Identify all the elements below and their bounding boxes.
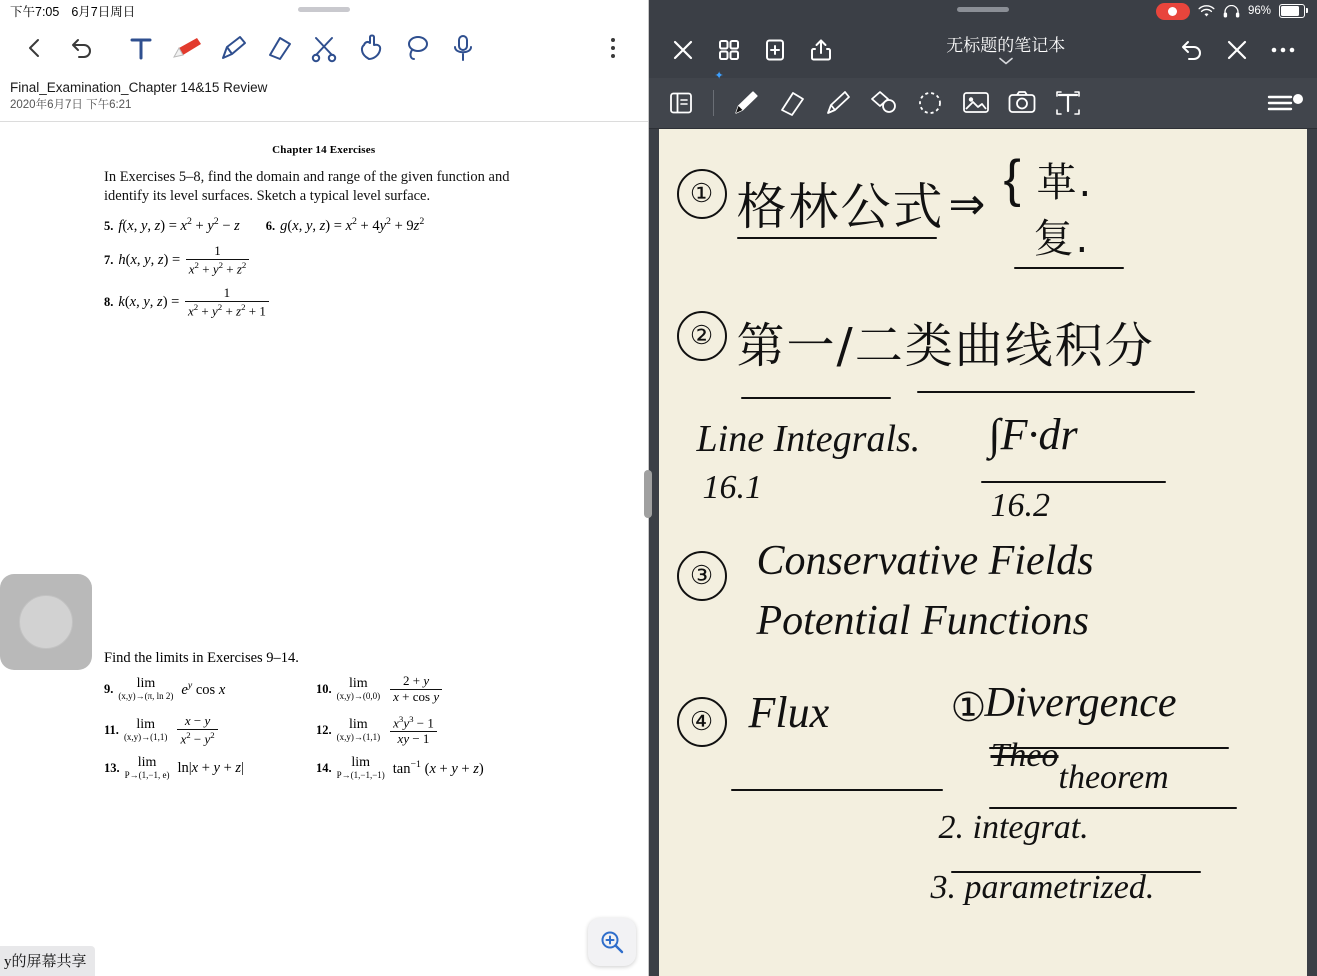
pdf-problem-list [104,216,564,319]
microphone-icon[interactable] [440,26,486,70]
note-underline-2b [917,391,1195,393]
more-options-icon[interactable] [590,26,636,70]
lasso-tool-icon[interactable] [394,26,440,70]
highlighter-tool[interactable] [816,81,860,125]
note-item-3-line1: Conservative Fields [756,538,1094,584]
left-pdf-app [0,0,649,976]
limit-body: $\tan^{-1} (x + y + z)$ [392,758,484,777]
pdf-limit-row [104,756,534,780]
note-struck-word: Theo [990,737,1059,774]
note-brace-icon: { [1003,150,1021,208]
pdf-problem [266,216,424,235]
right-status-bar [649,0,1317,22]
chevron-down-icon [999,57,1013,65]
note-item-2-number: ② [677,311,727,361]
pdf-problem [104,244,251,277]
marker-pen-icon[interactable] [164,26,210,70]
notes-top-bar [649,22,1317,78]
limit-number: 12. [316,722,332,737]
limit-operator: lim (x,y)→(1,1) [123,717,168,743]
shape-tool[interactable] [862,81,906,125]
recording-indicator [1156,3,1190,20]
pdf-instruction: In Exercises 5–8, find the domain and range of the given function and identify its level surfaces. Sketch a typical level surface. [104,169,510,204]
undo-arrow-icon[interactable] [58,26,104,70]
undo-icon[interactable] [1169,28,1213,72]
pdf-problem [104,216,240,235]
document-header [0,74,648,122]
close-icon[interactable] [661,28,705,72]
pen-tool[interactable] [714,70,768,125]
note-line-integrals-section: 16.1 [702,469,763,506]
limit-operator: lim P→(1,−1, e) [124,755,170,780]
problem-body: g(x, y, $z) = x^2 + 4y^2 + 9z^2$ [280,216,425,234]
pdf-limits-heading: Find the limits in Exercises 9–14. [104,650,299,666]
bluetooth-icon: ✦ [714,70,724,82]
notebook-title: 无标题的笔记本 [946,35,1066,55]
wifi-icon [1198,5,1215,18]
lasso-select-tool[interactable] [908,81,952,125]
status-time: 下午7:05 [10,5,60,19]
stroke-options-menu[interactable] [1263,81,1307,125]
clear-close-icon[interactable] [1215,28,1259,72]
note-item-4-line2: 2. integrat. [938,809,1089,846]
pdf-limit [104,674,316,705]
notebook-title-wrap[interactable] [845,36,1167,65]
left-status-bar [0,0,648,22]
right-notes-app [649,0,1317,976]
document-timestamp: 2020年6月7日 下午6:21 [10,99,132,111]
pdf-limit [316,674,528,705]
pdf-problem-row [104,286,564,319]
note-item-1-brace-top: 革. [1036,160,1094,206]
toolbar-divider [713,90,714,116]
note-item-4-text: Flux [748,688,830,737]
limit-operator: lim (x,y)→(π, ln 2) [118,676,174,702]
battery-percentage: 96% [1247,5,1271,17]
limit-body: $\frac{2 + y}{\text{x + cos y}}$ [388,674,444,705]
pdf-problem-row [104,244,564,277]
problem-body: f(x, y, $z) = x^2 + y^2 - z$ [118,216,240,234]
share-icon[interactable] [799,28,843,72]
note-item-1-text: 格林公式 [736,178,945,236]
limit-body: $\frac{x - y}{x^2 - y^2}$ [175,714,219,747]
note-item-1-brace-bottom: 复. [1033,216,1091,262]
note-item-1-number: ① [677,169,727,219]
pdf-limit [104,714,316,747]
note-item-4-line3: 3. parametrized. [930,869,1155,906]
floating-window-inner [19,595,73,649]
pdf-page [0,122,648,976]
window-grabber-right[interactable] [957,7,1009,12]
document-title: Final_Examination_Chapter 14&15 Review [10,80,268,95]
note-divergence-label: Divergence [984,680,1177,726]
back-chevron-icon[interactable] [12,26,58,70]
scissors-icon[interactable] [302,26,348,70]
limit-body: $\frac{x^3y^3 - 1}{xy - 1}$ [388,714,439,747]
highlighter-icon[interactable] [210,26,256,70]
note-item-3-number: ③ [677,551,727,601]
text-box-tool[interactable] [1046,81,1090,125]
note-underline-2a [741,397,891,399]
eraser-icon[interactable] [256,26,302,70]
split-view-divider[interactable] [644,470,652,518]
page-panel-icon[interactable] [659,81,703,125]
pdf-toolbar [0,22,648,74]
problem-number: 6. [265,218,276,233]
zoom-in-button[interactable] [588,918,636,966]
pdf-problem [104,286,271,319]
window-grabber[interactable] [298,7,350,12]
pdf-limit [316,714,528,747]
problem-number: 8. [104,294,114,309]
limit-body: ln|x + y + z| [177,759,244,776]
pdf-limit-row [104,674,534,705]
screen-share-banner: y的屏幕共享 [0,946,95,976]
pdf-chapter-heading: Chapter 14 Exercises [272,144,376,156]
text-tool-icon[interactable] [118,26,164,70]
pdf-viewport[interactable] [0,122,648,976]
limit-number: 11. [104,722,119,737]
limit-number: 14. [316,760,332,775]
pdf-problem-row [104,216,564,235]
note-underline-1 [737,237,937,239]
notes-tool-bar [649,70,1317,129]
note-fdr-section: 16.2 [990,487,1051,524]
limit-operator: lim (x,y)→(1,1) [336,717,381,743]
pdf-limits-list [104,674,534,789]
floating-window-thumbnail[interactable] [0,574,92,670]
camera-tool[interactable] [1000,81,1044,125]
insert-image-tool[interactable] [954,81,998,125]
note-fdr-integral: ∫F·dr [988,410,1078,459]
problem-number: 7. [104,252,114,267]
pdf-limit [104,756,316,780]
problem-body: h(x, y, z) = $\frac{1}{x^2 + y^2 + z^2}$ [118,244,251,277]
pdf-limit-row [104,714,534,747]
limit-operator: lim P→(1,−1,−1) [336,755,385,780]
note-theorem-word: theorem [1058,759,1169,796]
note-underline-1b [1014,267,1124,269]
limit-number: 13. [104,760,120,775]
pdf-limit [316,756,528,780]
more-icon[interactable] [1261,28,1305,72]
limit-body: $e^y$ cos x [181,680,226,698]
battery-icon [1279,4,1305,18]
note-line-integrals-label: Line Integrals. [696,418,921,460]
note-item-3-line2: Potential Functions [756,598,1089,644]
limit-operator: lim (x,y)→(0,0) [336,676,381,702]
limit-number: 10. [316,681,332,696]
note-underline-2c [981,481,1166,483]
note-canvas[interactable] [659,129,1307,976]
note-item-4-number: ④ [677,697,727,747]
eraser-tool[interactable] [770,81,814,125]
note-item-4-sub-number: ① [950,686,987,730]
note-underline-4a [731,789,943,791]
headphones-icon [1223,5,1240,18]
page-grid-icon[interactable] [707,28,751,72]
note-item-1-arrow: ⇒ [948,180,986,229]
problem-body: k(x, y, z) = $\frac{1}{x^2 + y^2 + z^2 + 1}$ [118,286,271,319]
hand-tool-icon[interactable] [348,26,394,70]
status-date: 6月7日周日 [71,5,136,19]
note-item-2-text: 第一/二类曲线积分 [736,318,1155,374]
problem-number: 5. [104,218,114,233]
add-page-icon[interactable] [753,28,797,72]
limit-number: 9. [104,681,114,696]
